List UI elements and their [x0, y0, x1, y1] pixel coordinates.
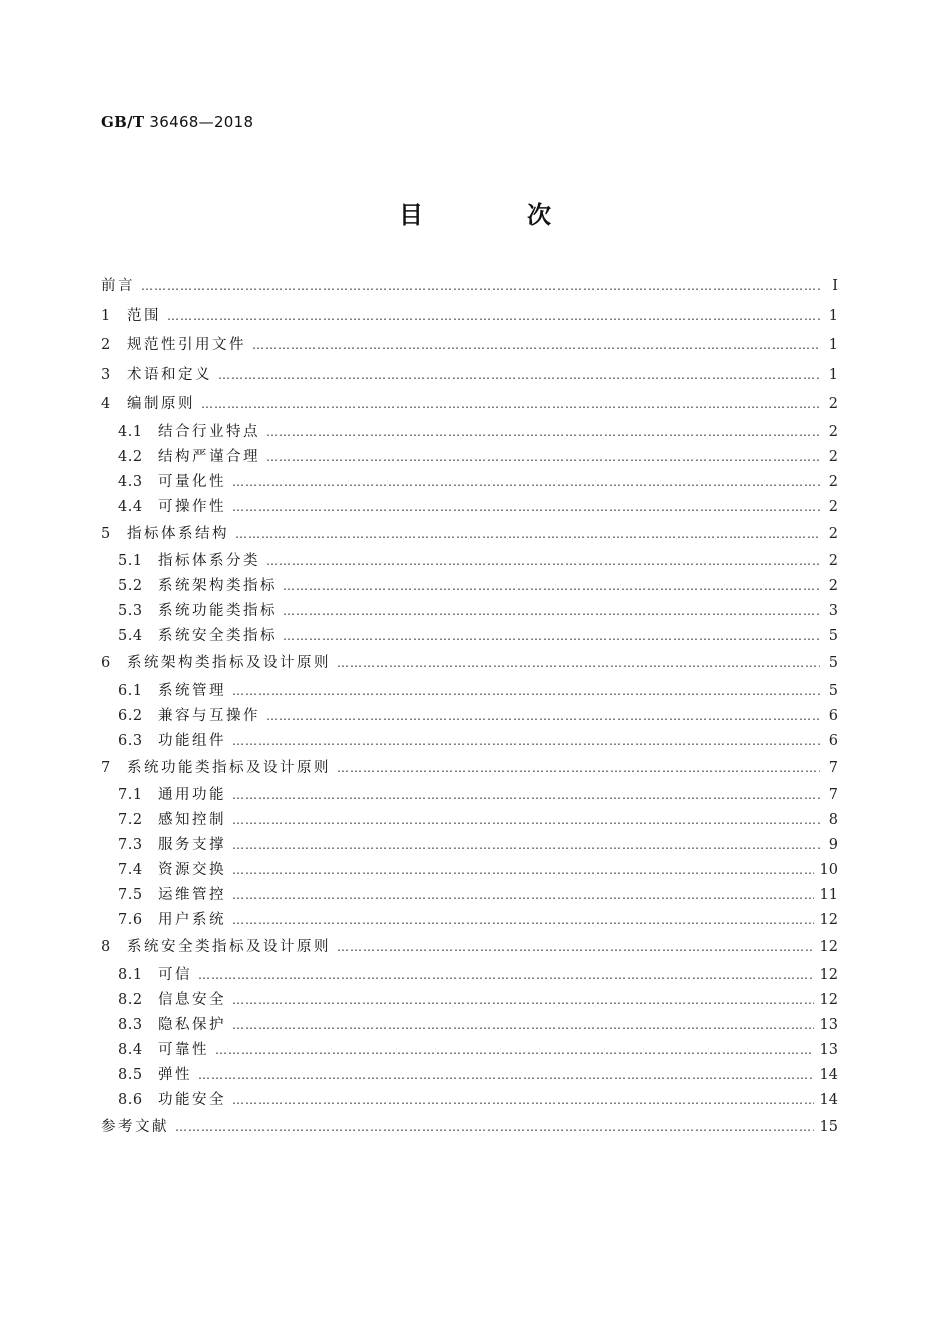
- toc-entry[interactable]: [101, 704, 838, 729]
- toc-entry-page: 14: [819, 1066, 838, 1083]
- dot-leader: [232, 858, 814, 883]
- toc-entry-number: 4.3: [118, 473, 143, 490]
- toc-entry[interactable]: [101, 833, 838, 858]
- toc-entry-number: 5.3: [118, 603, 143, 619]
- toc-entry[interactable]: [101, 574, 838, 599]
- toc-entry-page: 6: [828, 732, 838, 749]
- toc-entry-page: 8: [828, 812, 838, 828]
- toc-entry[interactable]: [101, 302, 838, 332]
- toc-entry-page: 12: [819, 912, 838, 928]
- toc-entry-label: 范围: [127, 307, 161, 324]
- toc-entry-page: 9: [828, 837, 838, 853]
- toc-entry-label: 可信: [158, 966, 192, 983]
- toc-entry-label: 隐私保护: [158, 1016, 226, 1033]
- toc-entry-page: 2: [828, 525, 838, 542]
- toc-entry[interactable]: [101, 963, 838, 988]
- toc-entry-label: 规范性引用文件: [127, 337, 246, 353]
- standard-code: [101, 113, 253, 131]
- toc-entry-number: 7.3: [118, 837, 143, 853]
- toc-entry-page: 7: [828, 759, 838, 776]
- toc-entry-number: 5: [101, 525, 111, 542]
- toc-entry-number: 7: [101, 759, 111, 776]
- toc-entry[interactable]: [101, 599, 838, 624]
- dot-leader: [232, 988, 814, 1013]
- toc-entry-number: 6: [101, 655, 111, 671]
- toc-entry[interactable]: [101, 272, 838, 302]
- toc-entry-label: 功能组件: [158, 732, 226, 749]
- toc-entry-page: 14: [819, 1091, 838, 1108]
- dot-leader: [232, 495, 820, 520]
- dot-leader: [232, 808, 820, 833]
- toc-entry-label: 系统功能类指标: [158, 603, 277, 619]
- toc-entry-page: 13: [819, 1016, 838, 1033]
- standard-code-number: 36468—2018: [149, 113, 254, 131]
- page-title: 目 次: [399, 201, 591, 229]
- toc-entry[interactable]: [101, 1038, 838, 1063]
- toc-entry-number: 4.2: [118, 448, 143, 465]
- toc-entry-number: 6.1: [118, 682, 143, 699]
- dot-leader: [232, 908, 814, 933]
- dot-leader: [266, 420, 820, 445]
- toc-entry-page: 1: [828, 366, 838, 383]
- toc-entry[interactable]: [101, 495, 838, 520]
- toc-entry[interactable]: [101, 933, 838, 963]
- dot-leader: [232, 833, 820, 858]
- dot-leader: [215, 1038, 814, 1063]
- toc-entry-page: 1: [828, 337, 838, 353]
- toc-entry[interactable]: [101, 549, 838, 574]
- dot-leader: [232, 679, 820, 704]
- dot-leader: [235, 520, 820, 550]
- toc-entry-number: 4.4: [118, 498, 143, 515]
- toc-entry-page: 12: [819, 939, 838, 955]
- toc-entry[interactable]: [101, 808, 838, 833]
- toc-entry-label: 术语和定义: [127, 366, 212, 383]
- toc-entry-page: 2: [828, 423, 838, 440]
- toc-entry-label: 通用功能: [158, 787, 226, 803]
- toc-entry-page: Ⅰ: [832, 278, 838, 294]
- dot-leader: [232, 729, 820, 754]
- dot-leader: [232, 470, 820, 495]
- dot-leader: [266, 445, 820, 470]
- toc-entry[interactable]: [101, 1113, 838, 1143]
- dot-leader: [283, 599, 820, 624]
- dot-leader: [201, 390, 820, 420]
- toc-entry-label: 信息安全: [158, 991, 226, 1008]
- toc-entry-label: 系统架构类指标及设计原则: [127, 655, 331, 671]
- toc-entry-page: 3: [828, 603, 838, 619]
- toc-entry-number: 7.1: [118, 787, 143, 803]
- toc-entry-page: 15: [819, 1118, 838, 1135]
- dot-leader: [337, 933, 814, 963]
- toc-entry-number: 5.4: [118, 628, 143, 644]
- toc-entry-page: 7: [828, 787, 838, 803]
- toc-entry-number: 8.3: [118, 1016, 143, 1033]
- toc-entry-page: 5: [828, 682, 838, 699]
- toc-entry-number: 2: [101, 337, 111, 353]
- toc-entry-label: 功能安全: [158, 1091, 226, 1108]
- toc-entry-number: 8.5: [118, 1066, 143, 1083]
- toc-entry-page: 5: [828, 628, 838, 644]
- toc-entry-label: 弹性: [158, 1066, 192, 1083]
- toc-entry-number: 7.6: [118, 912, 143, 928]
- toc-entry-label: 结构严谨合理: [158, 448, 260, 465]
- toc-entry-label: 兼容与互操作: [158, 707, 260, 724]
- toc-entry-label: 服务支撑: [158, 837, 226, 853]
- toc-entry[interactable]: [101, 445, 838, 470]
- toc-entry-page: 5: [828, 655, 838, 671]
- toc-entry-page: 6: [828, 707, 838, 724]
- dot-leader: [337, 754, 820, 784]
- toc-entry-page: 10: [819, 862, 838, 878]
- toc-entry-number: 7.4: [118, 862, 143, 878]
- dot-leader: [283, 574, 820, 599]
- toc-entry-number: 8.6: [118, 1091, 143, 1108]
- toc-entry-page: 1: [828, 307, 838, 324]
- dot-leader: [337, 649, 820, 679]
- toc-entry[interactable]: [101, 883, 838, 908]
- toc-entry-label: 前言: [101, 278, 135, 294]
- dot-leader: [198, 963, 814, 988]
- toc-entry-number: 6.3: [118, 732, 143, 749]
- standard-code-prefix: GB/T: [101, 113, 145, 131]
- toc-entry-label: 结合行业特点: [158, 423, 260, 440]
- toc-entry-label: 运维管控: [158, 887, 226, 903]
- toc-entry-number: 8.1: [118, 966, 143, 983]
- dot-leader: [198, 1063, 814, 1088]
- toc-entry-number: 7.2: [118, 812, 143, 828]
- toc-entry-page: 2: [828, 498, 838, 515]
- toc-entry-label: 指标体系分类: [158, 553, 260, 569]
- toc-entry-label: 可量化性: [158, 473, 226, 490]
- toc-entry-number: 1: [101, 307, 111, 324]
- toc-entry[interactable]: [101, 754, 838, 784]
- toc-entry-label: 系统安全类指标及设计原则: [127, 939, 331, 955]
- toc-entry[interactable]: [101, 858, 838, 883]
- toc-entry-page: 11: [819, 887, 838, 903]
- toc-entry-label: 系统安全类指标: [158, 628, 277, 644]
- toc-entry-label: 参考文献: [101, 1118, 169, 1135]
- toc-entry-number: 8: [101, 939, 111, 955]
- toc-entry[interactable]: [101, 988, 838, 1013]
- toc-entry[interactable]: [101, 1088, 838, 1113]
- toc-entry-label: 系统架构类指标: [158, 578, 277, 594]
- toc-entry-label: 编制原则: [127, 396, 195, 412]
- toc-entry-number: 5.1: [118, 553, 143, 569]
- toc-entry-number: 8.4: [118, 1041, 143, 1058]
- toc-entry[interactable]: [101, 679, 838, 704]
- toc-entry-page: 2: [828, 448, 838, 465]
- toc-entry-page: 13: [819, 1041, 838, 1058]
- dot-leader: [252, 331, 820, 361]
- dot-leader: [141, 272, 820, 302]
- toc-entry[interactable]: [101, 1063, 838, 1088]
- toc-entry[interactable]: [101, 520, 838, 550]
- toc-entry[interactable]: [101, 390, 838, 420]
- toc-entry-number: 4: [101, 396, 111, 412]
- toc-entry-page: 2: [828, 396, 838, 412]
- toc-entry-label: 感知控制: [158, 812, 226, 828]
- toc-entry[interactable]: [101, 361, 838, 391]
- toc-entry-label: 可操作性: [158, 498, 226, 515]
- toc-entry[interactable]: [101, 908, 838, 933]
- toc-entry-number: 8.2: [118, 991, 143, 1008]
- dot-leader: [232, 1013, 814, 1038]
- dot-leader: [232, 1088, 814, 1113]
- dot-leader: [232, 883, 814, 908]
- toc-entry-page: 2: [828, 578, 838, 594]
- toc-entry-number: 7.5: [118, 887, 143, 903]
- toc-entry-page: 2: [828, 553, 838, 569]
- toc-entry-page: 2: [828, 473, 838, 490]
- toc-entry[interactable]: [101, 783, 838, 808]
- toc-entry[interactable]: [101, 624, 838, 649]
- toc-entry[interactable]: [101, 420, 838, 445]
- dot-leader: [175, 1113, 814, 1143]
- toc-entry[interactable]: [101, 1013, 838, 1038]
- toc-entry[interactable]: [101, 649, 838, 679]
- dot-leader: [232, 783, 820, 808]
- toc-entry-label: 系统功能类指标及设计原则: [127, 759, 331, 776]
- toc-entry[interactable]: [101, 729, 838, 754]
- toc-entry-label: 用户系统: [158, 912, 226, 928]
- toc-entry-number: 4.1: [118, 423, 143, 440]
- toc-entry-page: 12: [819, 966, 838, 983]
- toc-entry-label: 系统管理: [158, 682, 226, 699]
- toc-entry-label: 资源交换: [158, 862, 226, 878]
- toc-entry-label: 可靠性: [158, 1041, 209, 1058]
- dot-leader: [218, 361, 820, 391]
- toc-entry-number: 3: [101, 366, 111, 383]
- dot-leader: [283, 624, 820, 649]
- dot-leader: [266, 704, 820, 729]
- toc-entry[interactable]: [101, 470, 838, 495]
- dot-leader: [266, 549, 820, 574]
- table-of-contents: [101, 272, 838, 1142]
- toc-entry-page: 12: [819, 991, 838, 1008]
- dot-leader: [167, 302, 820, 332]
- toc-entry[interactable]: [101, 331, 838, 361]
- toc-entry-number: 6.2: [118, 707, 143, 724]
- toc-entry-label: 指标体系结构: [127, 525, 229, 542]
- toc-entry-number: 5.2: [118, 578, 143, 594]
